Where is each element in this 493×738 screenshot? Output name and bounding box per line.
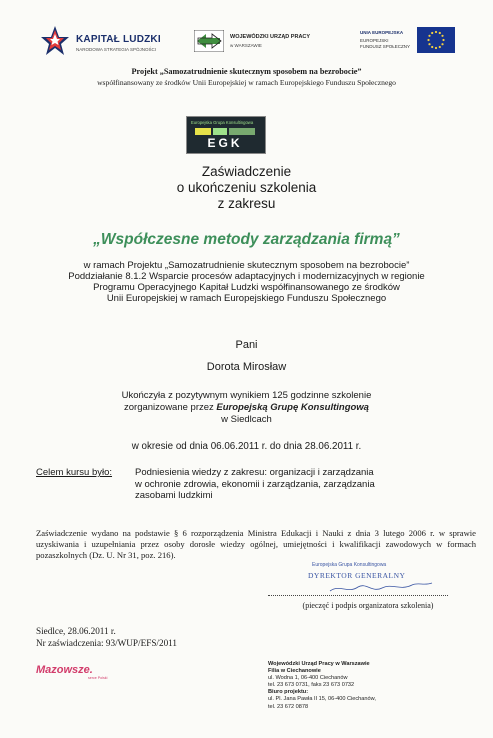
wup-arrows-icon (194, 30, 224, 52)
eu-line2: EUROPEJSKI (360, 38, 389, 43)
eu-line1: UNIA EUROPEJSKA (360, 30, 404, 35)
project-desc-line-3: Programu Operacyjnego Kapitał Ludzki współfinansowanego ze środków (93, 282, 400, 293)
cofund-line: współfinansowany ze środków Unii Europejskiej w ramach Europejskiego Funduszu Społecznego (97, 78, 396, 87)
signature-caption: (pieczęć i podpis organizatora szkolenia) (302, 601, 434, 610)
eu-logo (360, 27, 460, 57)
organizer-name: Europejską Grupę Konsultingową (216, 402, 369, 413)
project-desc-line-4: Unii Europejskiej w ramach Europejskiego Funduszu Społecznego (106, 293, 387, 304)
project-desc-line-1: w ramach Projektu „Samozatrudnienie skutecznym sposobem na bezrobocie” (83, 260, 410, 271)
recipient-salutation: Pani (235, 339, 258, 351)
goal-line-1: Podniesienia wiedzy z zakresu: organizacji i zarządzania (135, 467, 374, 478)
completion-line-1: Ukończyła z pozytywnym wynikiem 125 godzinne szkolenie (121, 390, 372, 401)
project-office-label: Biuro projektu: (268, 689, 309, 696)
office-phone: tel. 23 673 0731, faks 23 673 0732 (268, 682, 355, 689)
eu-flag-icon (417, 27, 455, 53)
kapital-ludzki-subtitle: NARODOWA STRATEGIA SPÓJNOŚCI (76, 47, 157, 52)
completion-line-3: w Siedlcach (221, 414, 272, 425)
wup-logo (192, 28, 332, 58)
stamp-role: DYREKTOR GENERALNY (308, 571, 406, 580)
director-stamp (290, 562, 440, 592)
kapital-ludzki-star-icon (40, 24, 70, 58)
signature-scribble (300, 574, 440, 596)
project-line: Projekt „Samozatrudnienie skutecznym sposobem na bezrobocie” (131, 67, 362, 76)
egk-logo (186, 116, 266, 154)
office-name: Wojewódzki Urząd Pracy w Warszawie (268, 661, 370, 667)
completion-prefix: zorganizowane przez (124, 402, 217, 413)
egk-mark-text: EGK (207, 136, 243, 149)
project-office-address: ul. Pl. Jana Pawła II 15, 06-400 Ciechanów, (268, 696, 376, 703)
goal-label: Celem kursu było: (36, 467, 113, 478)
project-office-phone: tel. 23 672 0878 (268, 703, 309, 710)
completion-line-2 (0, 402, 493, 413)
recipient-name: Dorota Mirosław (206, 361, 287, 373)
title-line-3: z zakresu (217, 196, 276, 211)
title-line-1: Zaświadczenie (201, 164, 292, 179)
stamp-org: Europejska Grupa Konsultingowa (312, 562, 387, 568)
office-address (268, 661, 468, 711)
course-period: w okresie od dnia 06.06.2011 r. do dnia 28.06.2011 r. (131, 441, 362, 452)
wup-subtitle: w WARSZAWIE (230, 43, 262, 48)
kapital-ludzki-title: KAPITAŁ LUDZKI (76, 34, 161, 45)
goal-line-3: zasobami ludzkimi (135, 490, 213, 501)
mazowsze-logo (36, 662, 116, 682)
egk-logo-caption: Europejska Grupa Konsultingowa (191, 120, 254, 125)
project-desc-line-2: Poddziałanie 8.1.2 Wsparcie procesów adaptacyjnych i modernizacyjnych w regionie (68, 271, 425, 282)
signature-dotted-line (268, 595, 448, 596)
cert-number: Nr zaświadczenia: 93/WUP/EFS/2011 (36, 638, 178, 648)
issue-note: Zaświadczenie wydano na podstawie § 6 rozporządzenia Ministra Edukacji i Nauki z dnia 3 lutego 2006 r. w sprawie uzyskiwania i uzupełniania przez osoby dorosłe wiedzy ogólnej, umiejętności i kwalifikacji zawodowych w formach pozaszkolnych (Dz. U. Nr 31, poz. 216). (36, 528, 476, 561)
egk-mark-icon (193, 127, 257, 149)
goal-text (135, 467, 465, 502)
course-name: „Współczesne metody zarządzania firmą” (93, 231, 400, 248)
title-line-2: o ukończeniu szkolenia (176, 180, 317, 195)
kapital-ludzki-logo (40, 24, 170, 64)
place-date: Siedlce, 28.06.2011 r. (36, 626, 116, 636)
mazowsze-sub: serce Polski (88, 676, 108, 680)
office-street: ul. Wodna 1, 06-400 Ciechanów (268, 675, 348, 682)
goal-line-2: w ochronie zdrowia, ekonomii i zarządzania, zarządzania (135, 478, 375, 490)
eu-line3: FUNDUSZ SPOŁECZNY (360, 44, 411, 49)
wup-title: WOJEWÓDZKI URZĄD PRACY (230, 34, 311, 40)
mazowsze-logo-text: Mazowsze. (36, 664, 93, 676)
office-branch: Filia w Ciechanowie (268, 668, 321, 675)
